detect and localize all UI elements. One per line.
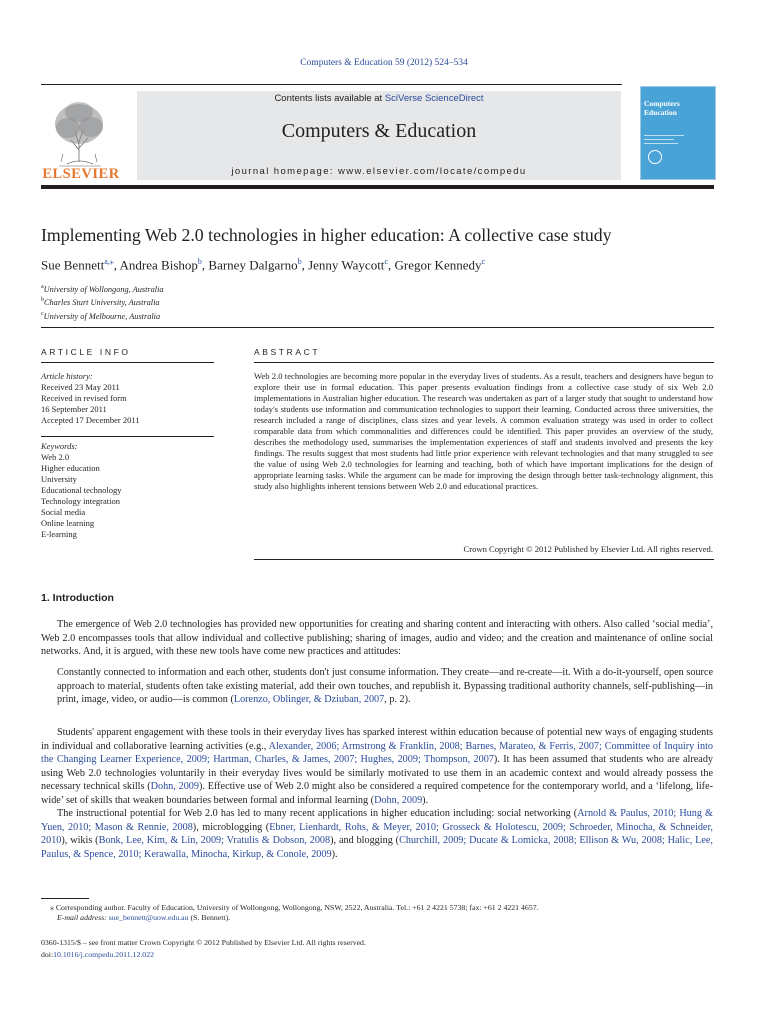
email-footnote: E-mail address: sue_bennett@uow.edu.au (S. Bennett). [57, 913, 231, 922]
keyword: Web 2.0 [41, 452, 70, 462]
author-list: Sue Bennett$^{a,⁎}$, Andrea Bishop$^b$, Barney Dalgarno$^b$, Jenny Waycott$^c$, Gregor Kennedy$^c$ [41, 257, 486, 273]
reference-link[interactable]: Churchill, 2009; Ducate & Lomicka, 2008; Ellison & Wu, 2008; Halic, Lee, Paulus, & Spence, 2010; Kerawalla, Minocha, Kirkup, & Conole, 2009 [41, 835, 713, 860]
divider [41, 436, 214, 437]
section-heading-introduction: 1. Introduction [41, 592, 114, 604]
keyword: Educational technology [41, 485, 122, 495]
divider [254, 362, 714, 363]
reference-link[interactable]: Ebner, Lienhardt, Rohs, & Meyer, 2010; Grosseck & Holotescu, 2009; Schroeder, Minocha, & Schneider, 2010 [41, 821, 713, 846]
journal-name: Computers & Education [281, 120, 477, 142]
author[interactable]: Gregor Kennedy [394, 257, 482, 273]
reference-link[interactable]: Dohn, 2009 [374, 794, 423, 806]
reference-link[interactable]: Alexander, 2006; Armstrong & Franklin, 2008; Barnes, Marateo, & Ferris, 2007; Committee of Inquiry into the Changing Learner Experience, 2009; Hartman, Charles, & James, 2007; Hughes, 2009; Thompson, 2007 [41, 740, 713, 765]
keyword: E-learning [41, 529, 77, 539]
keyword: Technology integration [41, 496, 120, 506]
keyword: Online learning [41, 518, 95, 528]
author-affil-mark[interactable]: c [384, 257, 388, 266]
author[interactable]: Barney Dalgarno [208, 257, 298, 273]
abstract-text: Web 2.0 technologies are becoming more popular in the everyday lives of students. As a result, teachers and designers have begun to explore their use in formal education. This paper presents evaluation findings from a collective case study of six Web 2.0 implementations in Australian higher education. The research was undertaken as part of a larger study that sought to understand how today's students use information and communication technologies to support their learning. Conducted across three universities, the research included a range of disciplines, class sizes and year levels. A common evaluation strategy was used in order to collect comparable data from which commonalities and differences could be identified. This paper provides an overview of the study, describes the methodology used, summarises the implementation experiences of staff and students involved and presents the key findings. The results suggest that most students had little prior experience with relevant technologies and that many struggled to see the value of using Web 2.0 technologies for learning and teaching, both of which have important implications for the design of appropriate learning tasks. While the argument can be made for improving the design through better task-technology alignment, this study also highlights inherent tensions between Web 2.0 and educational practices. [254, 371, 713, 491]
author-affil-mark[interactable]: b [297, 257, 302, 266]
email-link[interactable]: sue_bennett@uow.edu.au [108, 913, 189, 922]
author-affil-mark[interactable]: a,⁎ [104, 257, 114, 266]
reference-link[interactable]: Bonk, Lee, Kim, & Lin, 2009; Vratulis & Dobson, 2008 [98, 835, 331, 846]
journal-citation[interactable]: Computers & Education 59 (2012) 524–534 [300, 58, 468, 68]
block-quote: Constantly connected to information and each other, students don't just consume information. They create—and re-create—it. With a do-it-yourself, open source approach to material, students often take existing material, add their own touches, and republish it. Bypassing traditional authority channels, self-publishing—in print, image, video, or audio—is common (Lorenzo, Oblinger, & Dziuban, 2007, p. 2). [57, 667, 713, 705]
issn-and-doi: 0360-1315/$ – see front matter Crown Copyright © 2012 Published by Elsevier Ltd. All rights reserved. doi:10.1016/j.compedu.2011.12.022 [41, 938, 366, 959]
reference-link[interactable]: Arnold & Paulus, 2010; Hung & Yuen, 2010; Mason & Rennie, 2008 [41, 808, 713, 833]
divider [41, 327, 714, 328]
journal-homepage[interactable]: journal homepage: www.elsevier.com/locate/compedu [231, 166, 527, 177]
journal-cover-image: Computers Education [640, 86, 716, 180]
keyword: Social media [41, 507, 86, 517]
sciencedirect-link[interactable]: SciVerse ScienceDirect [384, 93, 484, 104]
abstract-copyright: Crown Copyright © 2012 Published by Elsevier Ltd. All rights reserved. [463, 544, 713, 554]
abstract-heading: ABSTRACT [254, 347, 321, 357]
author[interactable]: Sue Bennett [41, 257, 105, 273]
author[interactable]: Jenny Waycott [308, 257, 385, 273]
divider [41, 362, 214, 363]
reference-link[interactable]: Dohn, 2009 [150, 781, 199, 792]
doi-link[interactable]: 10.1016/j.compedu.2011.12.022 [53, 950, 154, 959]
footnote-divider [41, 898, 89, 899]
header-divider [41, 185, 714, 189]
divider [254, 559, 714, 560]
intro-paragraph: The emergence of Web 2.0 technologies has provided new opportunities for creating and sharing content and interacting with others. Also called ‘social media’, Web 2.0 encompasses tools that allow individual and collective publishing; sharing of images, audio and video; and the creation and maintenance of online social networks. And, it is argued, with these new tools have come new practices and attitudes: [41, 619, 713, 657]
keyword: University [41, 474, 77, 484]
keyword: Higher education [41, 463, 100, 473]
contents-line: Contents lists available at SciVerse ScienceDirect [274, 93, 484, 104]
reference-link[interactable]: Lorenzo, Oblinger, & Dziuban, 2007 [233, 694, 385, 705]
article-info-heading: ARTICLE INFO [41, 347, 131, 357]
author[interactable]: Andrea Bishop [119, 257, 198, 273]
affiliations: $^a$University of Wollongong, Australia $^b$Charles Sturt University, Australia $^c$University of Melbourne, Australia [41, 284, 164, 321]
divider [41, 84, 622, 85]
elsevier-wordmark: ELSEVIER [42, 166, 120, 182]
author-affil-mark[interactable]: b [197, 257, 202, 266]
intro-paragraph: Students' apparent engagement with these tools in their everyday lives has sparked interest within education because of potential new ways of engaging students in individual and collaborative learning activities (e.g., Alexander, 2006; Armstrong & Franklin, 2008; Barnes, Marateo, & Ferris, 2007; Committee of Inquiry into the Changing Learner Experience, 2009; Hartman, Charles, & James, 2007; Hughes, 2009; Thompson, 2007). It has been assumed that students who are already using Web 2.0 technologies voluntarily in their everyday lives would be similarly motivated to use them in an academic context and would already possess the necessary technical skills (Dohn, 2009). Effective use of Web 2.0 might also be considered a required competence for the contemporary world, and a ‘lifelong, life-wide’ set of skills that weaken boundaries between formal and informal learning (Dohn, 2009). The instructional potential for Web 2.0 has led to many recent applications in higher education including: social networking (Arnold & Paulus, 2010; Hung & Yuen, 2010; Mason & Rennie, 2008), microblogging (Ebner, Lienhardt, Rohs, & Meyer, 2010; Grosseck & Holotescu, 2009; Schroeder, Minocha, & Schneider, 2010), wikis (Bonk, Lee, Kim, & Lin, 2009; Vratulis & Dobson, 2008), and blogging (Churchill, 2009; Ducate & Lomicka, 2008; Ellison & Wu, 2008; Halic, Lee, Paulus, & Spence, 2010; Kerawalla, Minocha, Kirkup, & Conole, 2009). [41, 727, 714, 860]
keywords: Keywords: Web 2.0 Higher education University Educational technology Technology integration Social media Online learning E-learning [41, 441, 122, 539]
author-affil-mark[interactable]: c [481, 257, 486, 266]
article-title: Implementing Web 2.0 technologies in higher education: A collective case study [41, 225, 612, 245]
corresponding-author-footnote: ⁎ Corresponding author. Faculty of Education, University of Wollongong, Wollongong, NSW, 2522, Australia. Tel.: +61 2 4221 5738; fax: +61 2 4221 4657. [50, 903, 539, 912]
article-history: Article history: Received 23 May 2011 Received in revised form 16 September 2011 Accepted 17 December 2011 [41, 371, 140, 425]
